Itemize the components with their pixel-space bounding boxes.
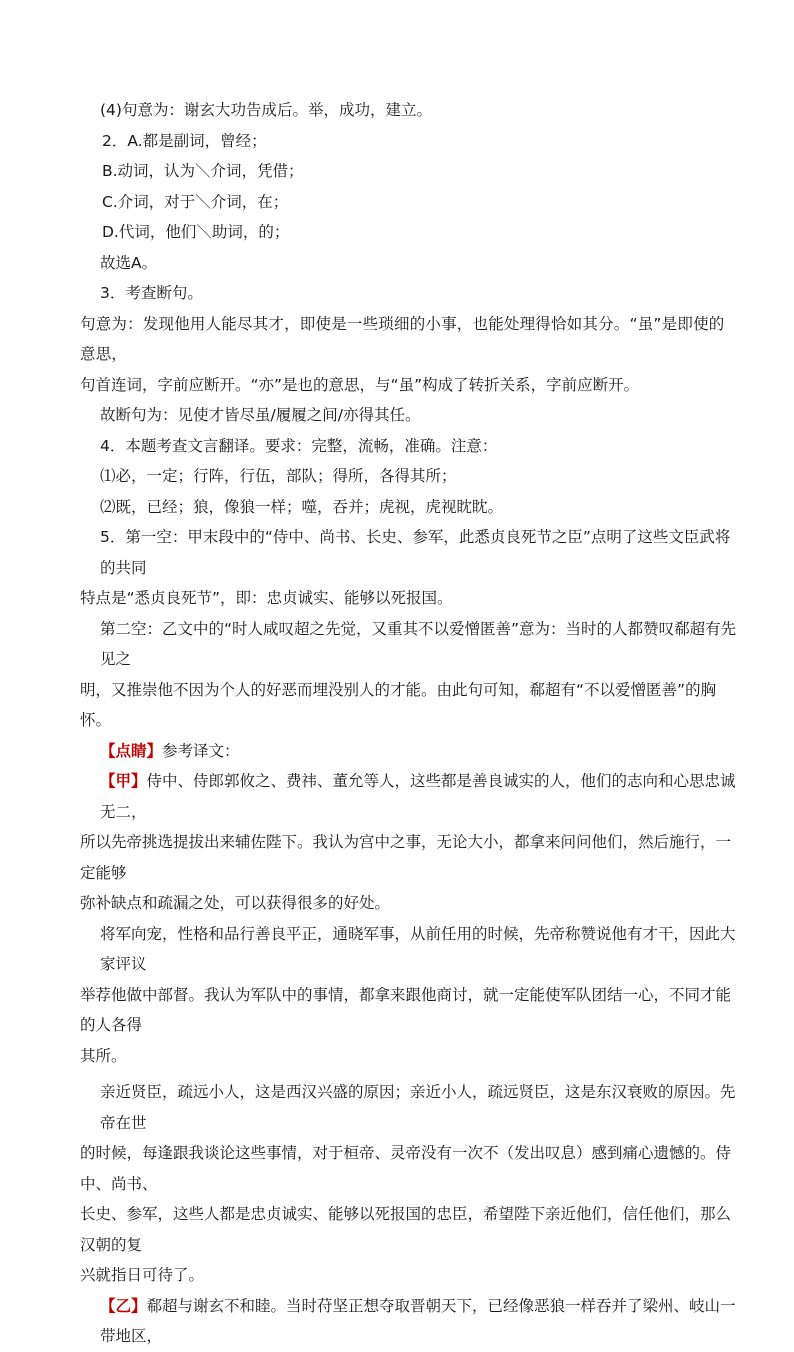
jia-line (100, 766, 740, 827)
text-line: 其所。 (80, 1046, 127, 1065)
text-line: ⑵既，已经；狼，像狼一样；噬，吞并；虎视，虎视眈眈。 (100, 497, 504, 516)
dianjing-text: 参考译文： (162, 741, 240, 760)
text-line: (4)句意为：谢玄大功告成后。举，成功，建立。 (100, 101, 432, 119)
text-line: B.动词，认为＼介词，凭借； (102, 162, 304, 180)
text-line: 举荐他做中部督。我认为军队中的事情，都拿来跟他商讨，就一定能使军队团结一心，不同才能的人各得 (80, 985, 732, 1034)
document-body (80, 95, 740, 1352)
text-line: D.代词，他们＼助词，的； (102, 223, 290, 241)
text-line: 亲近贤臣，疏远小人，这是西汉兴盛的原因；亲近小人，疏远贤臣，这是东汉衰败的原因。先帝在世 (100, 1083, 736, 1132)
text-line: 4．本题考查文言翻译。要求：完整，流畅，准确。注意： (100, 436, 498, 455)
text-line: 所以先帝挑选提拔出来辅佐陛下。我认为宫中之事，无论大小，都拿来问问他们，然后施行，一定能够 (80, 833, 732, 882)
yi-line (100, 1291, 740, 1352)
text-line: 句意为：发现他用人能尽其才，即使是一些琐细的小事，也能处理得恰如其分。“虽”是即使的意思， (80, 314, 725, 363)
text-line: ⑴必，一定；行阵，行伍，部队；得所，各得其所； (100, 467, 457, 485)
text-line: 故选A。 (100, 253, 158, 272)
text-line: 3．考查断句。 (100, 284, 203, 302)
text-line: 将军向宠，性格和品行善良平正，通晓军事，从前任用的时候，先帝称赞说他有才干，因此大家评议 (100, 924, 736, 973)
yi-tag: 【乙】 (100, 1296, 147, 1315)
jia-tag: 【甲】 (100, 772, 147, 790)
text-line: 兴就指日可待了。 (80, 1266, 205, 1284)
dianjing-tag: 【点睛】 (100, 741, 163, 760)
text-line: 弥补缺点和疏漏之处，可以获得很多的好处。 (80, 894, 391, 912)
text-line: 明，又推崇他不因为个人的好恶而埋没别人的才能。由此句可知，郗超有“不以爱憎匿善”的胸怀。 (80, 680, 717, 729)
text-line: 2．A.都是副词，曾经； (102, 131, 267, 150)
text-line: C.介词，对于＼介词，在； (102, 192, 289, 211)
jia-text: 侍中、侍郎郭攸之、费祎、董允等人，这些都是善良诚实的人，他们的志向和心思忠诚无二， (100, 772, 736, 821)
text-line: 的时候，每逢跟我谈论这些事情，对于桓帝、灵帝没有一次不（发出叹息）感到痛心遗憾的。侍中、尚书、 (80, 1144, 732, 1193)
text-line: 句首连词，字前应断开。“亦”是也的意思，与“虽”构成了转折关系，字前应断开。 (80, 375, 640, 394)
yi-text: 郗超与谢玄不和睦。当时苻坚正想夺取晋朝天下，已经像恶狼一样吞并了梁州、岐山一带地区， (100, 1296, 736, 1345)
text-line: 5．第一空：甲末段中的“侍中、尚书、长史、参军，此悉贞良死节之臣”点明了这些文臣武将的共同 (100, 528, 731, 577)
text-line: 长史、参军，这些人都是忠贞诚实、能够以死报国的忠臣，希望陛下亲近他们，信任他们，那么汉朝的复 (80, 1205, 732, 1254)
text-line: 特点是“悉贞良死节”，即：忠贞诚实、能够以死报国。 (80, 589, 453, 607)
dianjing-line (100, 736, 740, 767)
text-line: 故断句为：见使才皆尽虽/履履之间/亦得其任。 (100, 406, 421, 424)
text-line: 第二空：乙文中的“时人咸叹超之先觉，又重其不以爱憎匿善”意为：当时的人都赞叹郗超有先见之 (100, 619, 737, 668)
